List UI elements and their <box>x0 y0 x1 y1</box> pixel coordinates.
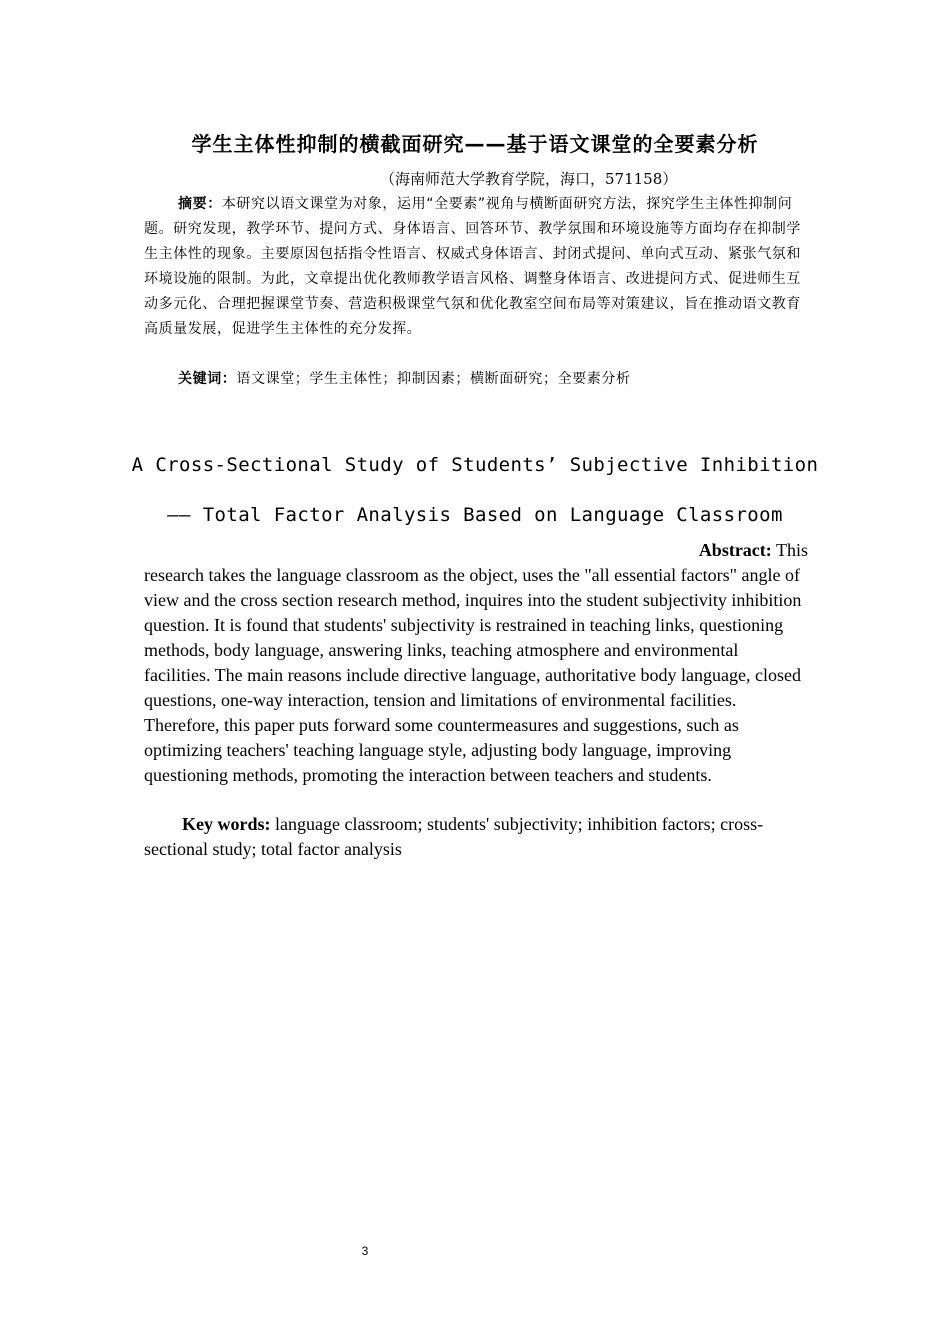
page-number: 3 <box>361 1244 369 1258</box>
chinese-keywords <box>144 367 808 392</box>
english-keywords <box>144 812 808 862</box>
english-abstract-label: Abstract: <box>698 540 772 560</box>
chinese-abstract-label: 摘要： <box>178 196 222 212</box>
chinese-keywords-label: 关键词： <box>178 371 237 387</box>
english-abstract-head <box>144 538 808 563</box>
chinese-title: 学生主体性抑制的横截面研究——基于语文课堂的全要素分析 <box>191 132 759 156</box>
english-abstract-text: research takes the language classroom as the object, uses the "all essential factors" angle of view and the cross section research method, inquires into the student subjectivity inhibition question. It is found that students' subjectivity is restrained in teaching links, questioning methods, body language, answering links, teaching atmosphere and environmental facilities. The main reasons include directive language, authoritative body language, closed questions, one-way interaction, tension and limitations of environmental facilities. Therefore, this paper puts forward some countermeasures and suggestions, such as optimizing teachers' teaching language style, adjusting body language, improving questioning methods, promoting the interaction between teachers and students. <box>144 565 802 785</box>
english-abstract <box>144 538 808 788</box>
english-keywords-text: language classroom; students' subjectivity; inhibition factors; cross-sectional study; total factor analysis <box>144 814 764 859</box>
chinese-keywords-text: 语文课堂；学生主体性；抑制因素；横断面研究；全要素分析 <box>236 371 631 387</box>
english-title-line-2: —— Total Factor Analysis Based on Language Classroom <box>167 504 783 526</box>
chinese-abstract <box>144 192 808 342</box>
english-abstract-first-word: This <box>775 540 808 560</box>
chinese-affiliation: （海南师范大学教育学院，海口，571158） <box>380 170 678 188</box>
chinese-abstract-text: 本研究以语文课堂为对象，运用“全要素”视角与横断面研究方法，探究学生主体性抑制问题。研究发现，教学环节、提问方式、身体语言、回答环节、教学氛围和环境设施等方面均存在抑制学生主体性的现象。主要原因包括指令性语言、权威式身体语言、封闭式提问、单向式互动、紧张气氛和环境设施的限制。为此，文章提出优化教师教学语言风格、调整身体语言、改进提问方式、促进师生互动多元化、合理把握课堂节奏、营造积极课堂气氛和优化教室空间布局等对策建议，旨在推动语文教育高质量发展，促进学生主体性的充分发挥。 <box>144 196 801 337</box>
english-keywords-label: Key words: <box>182 814 271 834</box>
english-title-line-1: A Cross-Sectional Study of Students’ Subjective Inhibition <box>131 454 819 476</box>
